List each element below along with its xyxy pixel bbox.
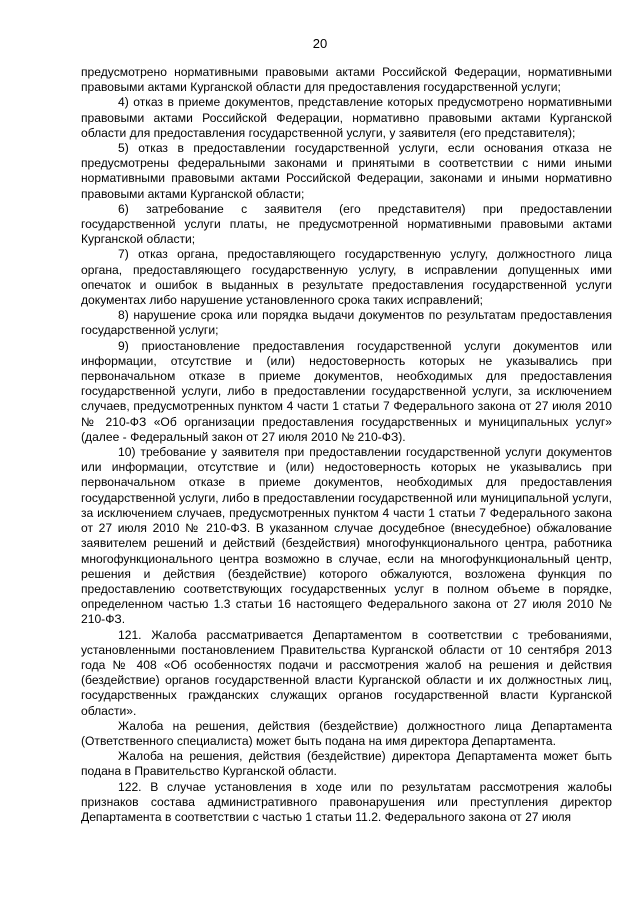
paragraph-item-5: 5) отказ в предоставлении государственной услуги, если основания отказа не предусмотрены федеральными законами и принятыми в соответствии с ними иными нормативными правовыми актами Российской Федерации, законами и иными нормативно правовыми актами Курганской области; — [81, 141, 612, 201]
paragraph-section-121: 121. Жалоба рассматривается Департаментом в соответствии с требованиями, установленными постановлением Правительства Курганской области от 10 сентября 2013 года № 408 «Об особенностях подачи и рассмотрения жалоб на решения и действия (бездействие) органов государственной власти Курганской области и их должностных лиц, государственных гражданских служащих органов государственной власти Курганской области». — [81, 627, 612, 718]
paragraph-item-7: 7) отказ органа, предоставляющего государственную услугу, должностного лица органа, предоставляющего государственную услугу, в исправлении допущенных ими опечаток и ошибок в выданных в результате предоставления государственной услуги документах либо нарушение установленного срока таких исправлений; — [81, 247, 612, 308]
page-number: 20 — [312, 36, 328, 51]
paragraph-item-9: 9) приостановление предоставления государственной услуги документов или информации, отсутствие и (или) недостоверность которых не указывались при первоначальном отказе в приеме документов, необходимых для предоставления государственной услуги, либо в предоставлении государственной услуги, за исключением случаев, предусмотренных пунктом 4 части 1 статьи 7 Федерального закона от 27 июля 2010 № 210-ФЗ «Об организации предоставления государственных и муниципальных услуг» (далее - Федеральный закон от 27 июля 2010 № 210-ФЗ). — [81, 338, 612, 444]
paragraph-continuation: предусмотрено нормативными правовыми актами Российской Федерации, нормативными правовыми актами Курганской области для предоставления государственной услуги; — [81, 65, 612, 95]
paragraph-item-8: 8) нарушение срока или порядка выдачи документов по результатам предоставления государственной услуги; — [81, 308, 612, 338]
paragraph-section-122: 122. В случае установления в ходе или по результатам рассмотрения жалобы признаков состава административного правонарушения или преступления директор Департамента в соответствии с частью 1 статьи 11.2. Федерального закона от 27 июля — [81, 779, 612, 824]
paragraph-complaint-director: Жалоба на решения, действия (бездействие) директора Департамента может быть подана в Правительство Курганской области. — [81, 749, 612, 779]
document-body — [81, 65, 612, 825]
paragraph-item-10: 10) требование у заявителя при предоставлении государственной услуги документов или информации, отсутствие и (или) недостоверность которых не указывались при первоначальном отказе в приеме документов, необходимых для предоставления государственной услуги, либо в предоставлении государственной или муниципальной услуги, за исключением случаев, предусмотренных пунктом 4 части 1 статьи 7 Федерального закона от 27 июля 2010 № 210-ФЗ. В указанном случае досудебное (внесудебное) обжалование заявителем решений и действий (бездействия) многофункционального центра, работника многофункционального центра возможно в случае, если на многофункциональный центр, решения и действия (бездействие) которого обжалуются, возложена функция по предоставлению соответствующих государственных услуг в полном объеме в порядке, определенном частью 1.3 статьи 16 настоящего Федерального закона от 27 июля 2010 № 210-ФЗ. — [81, 445, 612, 627]
paragraph-item-6: 6) затребование с заявителя (его представителя) при предоставлении государственной услуги платы, не предусмотренной нормативными правовыми актами Курганской области; — [81, 201, 612, 247]
paragraph-complaint-official: Жалоба на решения, действия (бездействие) должностного лица Департамента (Ответственного специалиста) может быть подана на имя директора Департамента. — [81, 718, 612, 748]
paragraph-item-4: 4) отказ в приеме документов, представление которых предусмотрено нормативными правовыми актами Российской Федерации, нормативно правовыми актами Курганской области для предоставления государственной услуги, у заявителя (его представителя); — [81, 95, 612, 140]
